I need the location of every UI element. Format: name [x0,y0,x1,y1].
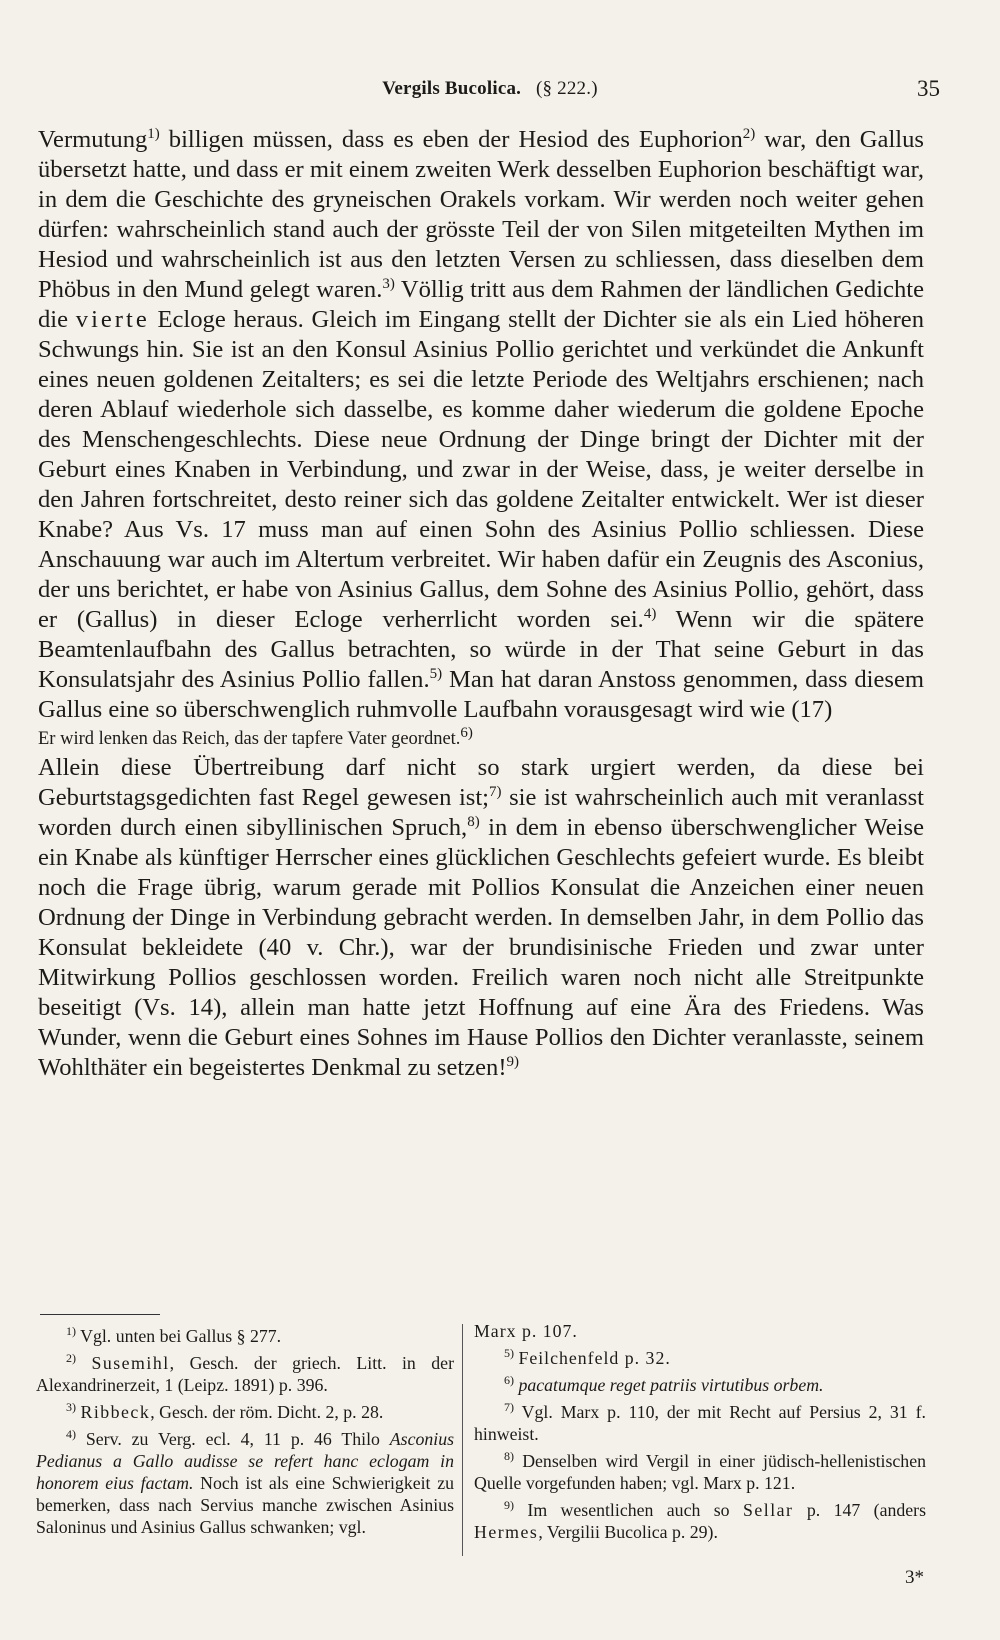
footnote-ref: 2) [742,125,756,142]
footnote-ref: 3) [382,275,395,292]
footnote-4-continued: Marx p. 107. [474,1321,578,1341]
footnote-ref: 1) [147,125,160,142]
footnote-4: $^{4)}$ Serv. zu Verg. ecl. 4, 11 p. 46 Thilo Asconius Pedianus a Gallo audisse se refert hanc eclogam in honorem eius factam. Noch ist als eine Schwierigkeit zu bemerken, dass nach Servius manche zwischen Asinius Saloninus und Asinius Gallus schwanken; vgl. [36,1426,455,1537]
footnote-6: $^{6)}$ pacatumque reget patriis virtutibus orbem. [504,1372,824,1395]
column-divider [462,1324,463,1556]
signature-mark: 3* [905,1567,924,1588]
footnote-9: $^{9)}$ Im wesentlichen auch so Sellar p. 147 (anders Hermes, Vergilii Bucolica p. 29). [474,1497,926,1542]
footnote-ref: 7) [489,783,502,800]
emphasized-word: vierte [75,306,150,333]
footnote-ref: 4) [643,605,657,622]
page-number: 35 [917,76,940,101]
section-number: (§ 222.) [535,78,598,99]
footnote-1: $^{1)}$ Vgl. unten bei Gallus § 277. [66,1324,282,1346]
footnote-ref: 8) [467,813,480,830]
footnote-8: $^{8)}$ Denselben wird Vergil in einer jüdisch-hellenistischen Quelle vorgefunden haben; vgl. Marx p. 121. [474,1448,926,1493]
running-title [40,78,940,100]
footnote-column-left [36,1320,454,1538]
footnote-ref: 5) [429,665,443,682]
footnote-3: $^{3)}$ Ribbeck, Gesch. der röm. Dicht. 2, p. 28. [66,1399,384,1422]
footnote-column-right [474,1320,926,1543]
verse-quote: Er wird lenken das Reich, das der tapfere Vater geordnet.$^{6)}$ [38,724,473,749]
footnote-5: $^{5)}$ Feilchenfeld p. 32. [504,1346,671,1368]
main-text [38,125,924,1083]
footnote-2: $^{2)}$ Susemihl, Gesch. der griech. Litt. in der Alexandrinerzeit, 1 (Leipz. 1891) p. 396. [36,1350,454,1395]
footnote-ref: 9) [506,1053,520,1070]
footnote-ref: 6) [460,724,473,741]
paragraph-1: Vermutung$^{1)}$ billigen müssen, dass es eben der Hesiod des Euphorion$^{2)}$ war, den Gallus übersetzt hatte, und dass er mit einem zweiten Werk desselben Euphorion beschäftigt war, in dem die Geschichte des gryneischen Orakels vorkam. Wir werden noch weiter gehen dürfen: wahrscheinlich stand auch der grösste Teil der von Silen mitgeteilten Mythen im Hesiod und wahrscheinlich ist aus den letzten Versen zu schliessen, dass dieselben dem Phöbus in den Mund gelegt waren.$^{3)}$ Völlig tritt aus dem Rahmen der ländlichen Gedichte die vierte Ecloge heraus. Gleich im Eingang stellt der Dichter sie als ein Lied höheren Schwungs hin. Sie ist an den Konsul Asinius Pollio gerichtet und verkündet die Ankunft eines neuen goldenen Zeitalters; es sei die letzte Periode des Weltjahrs erschienen; nach deren Ablauf wiederhole sich dasselbe, es komme daher wiederum die goldene Epoche des Menschengeschlechts. Diese neue Ordnung der Dinge bringt der Dichter mit der Geburt eines Knaben in Verbindung, und zwar in der Weise, dass, je weiter derselbe in den Jahren fortschreitet, desto reiner sich das goldene Zeitalter entwickelt. Wer ist dieser Knabe? Aus Vs. 17 muss man auf einen Sohn des Asinius Pollio schliessen. Diese Anschauung war auch im Altertum verbreitet. Wir haben dafür ein Zeugnis des Asconius, der uns berichtet, er habe von Asinius Gallus, dem Sohne des Asinius Pollio, gehört, dass er (Gallus) in dieser Ecloge verherrlicht worden sei.$^{4)}$ Wenn wir die spätere Beamtenlaufbahn des Gallus betrachten, so würde in der That seine Geburt in das Konsulatsjahr des Asinius Pollio fallen.$^{5)}$ Man hat daran Anstoss genommen, dass diesem Gallus eine so überschwenglich ruhmvolle Laufbahn vorausgesagt wird wie (17) [38,125,925,723]
paragraph-2: Allein diese Übertreibung darf nicht so stark urgiert werden, da diese bei Geburtstagsgedichten fast Regel gewesen ist;$^{7)}$ sie ist wahrscheinlich auch mit veranlasst worden durch einen sibyllinischen Spruch,$^{8)}$ in dem in ebenso überschwenglicher Weise ein Knabe als künftiger Herrscher eines glücklichen Geschlechts gefeiert wurde. Es bleibt noch die Frage übrig, warum gerade mit Pollios Konsulat die Anzeichen einer neuen Ordnung der Dinge in Verbindung gebracht werden. In demselben Jahr, in dem Pollio das Konsulat bekleidete (40 v. Chr.), war der brundisinische Frieden und zwar unter Mitwirkung Pollios geschlossen worden. Freilich waren noch nicht alle Streitpunkte beseitigt (Vs. 14), allein man hatte jetzt Hoffnung auf eine Ära des Friedens. Was Wunder, wenn die Geburt eines Sohnes im Hause Pollios den Dichter veranlasste, seinem Wohlthäter ein begeistertes Denkmal zu setzen!$^{9)}$ [38,754,924,1081]
page-header [40,70,940,104]
book-title: Vergils Bucolica. [382,78,522,99]
footnotes [36,1320,926,1560]
footnote-7: $^{7)}$ Vgl. Marx p. 110, der mit Recht auf Persius 2, 31 f. hinweist. [474,1399,927,1444]
footnote-separator [40,1314,160,1315]
